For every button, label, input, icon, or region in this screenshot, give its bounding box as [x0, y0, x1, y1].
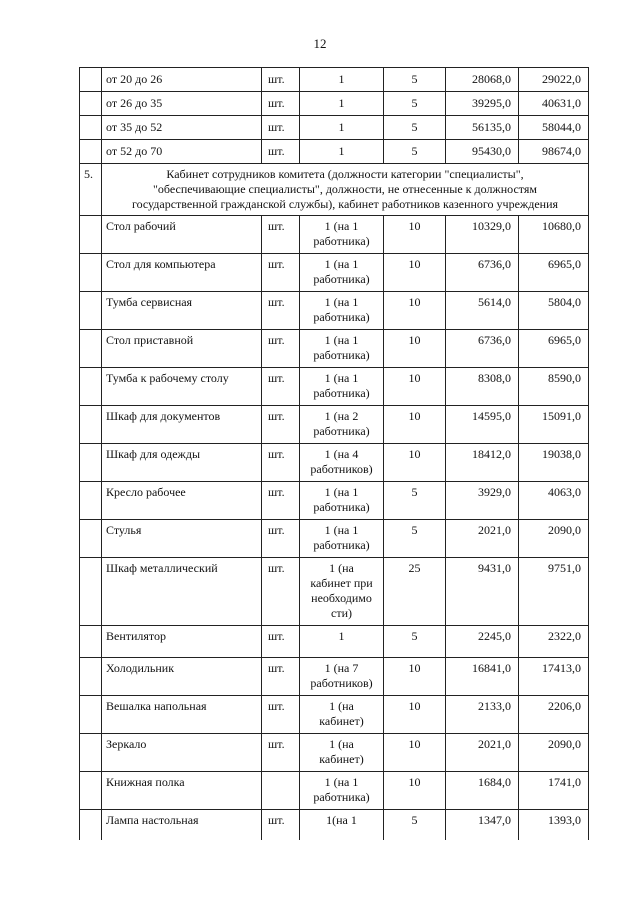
section-number: 5.: [80, 164, 102, 216]
price-cell: 2133,0: [446, 696, 519, 734]
unit-cell: шт.: [262, 626, 300, 658]
quantity-cell: [300, 444, 384, 482]
quantity-cell: 1: [300, 68, 384, 92]
section-title: [102, 164, 589, 216]
price-cell: 5804,0: [519, 292, 589, 330]
row-number-cell: [80, 772, 102, 810]
quantity-cell-line: работника): [313, 500, 370, 514]
table-row: [80, 482, 589, 520]
item-name-cell: Тумба сервисная: [102, 292, 262, 330]
service-life-cell: 10: [384, 734, 446, 772]
price-cell: 10329,0: [446, 216, 519, 254]
quantity-cell-line: 1 (на: [329, 737, 354, 751]
price-cell: 2090,0: [519, 734, 589, 772]
table-row: [80, 68, 589, 92]
row-number-cell: [80, 626, 102, 658]
service-life-cell: 5: [384, 482, 446, 520]
unit-cell: шт.: [262, 68, 300, 92]
price-cell: 40631,0: [519, 92, 589, 116]
quantity-cell-line: работника): [313, 538, 370, 552]
table-row: [80, 292, 589, 330]
price-cell: 18412,0: [446, 444, 519, 482]
item-name-cell: Вентилятор: [102, 626, 262, 658]
table-row: [80, 520, 589, 558]
service-life-cell: 5: [384, 92, 446, 116]
quantity-cell: [300, 482, 384, 520]
service-life-cell: 25: [384, 558, 446, 626]
price-cell: 6965,0: [519, 330, 589, 368]
item-name-cell: Стол приставной: [102, 330, 262, 368]
quantity-cell-line: работника): [313, 310, 370, 324]
item-name-cell: Зеркало: [102, 734, 262, 772]
price-cell: 3929,0: [446, 482, 519, 520]
quantity-cell: [300, 810, 384, 840]
unit-cell: [262, 772, 300, 810]
row-number-cell: [80, 330, 102, 368]
quantity-cell: [300, 254, 384, 292]
quantity-cell-line: 1 (на 1: [324, 485, 359, 499]
item-name-cell: от 35 до 52: [102, 116, 262, 140]
quantity-cell-line: кабинет): [319, 714, 364, 728]
row-number-cell: [80, 810, 102, 840]
quantity-cell-line: 1 (на 1: [324, 523, 359, 537]
quantity-cell-line: 1 (на 1: [324, 295, 359, 309]
service-life-cell: 10: [384, 696, 446, 734]
quantity-cell: 1: [300, 92, 384, 116]
section-title-line: Кабинет сотрудников комитета (должности категории "специалисты",: [166, 167, 524, 181]
table-row: [80, 772, 589, 810]
price-cell: 9431,0: [446, 558, 519, 626]
quantity-cell: [300, 368, 384, 406]
item-name-cell: от 20 до 26: [102, 68, 262, 92]
service-life-cell: 5: [384, 520, 446, 558]
quantity-cell: [300, 658, 384, 696]
unit-cell: шт.: [262, 406, 300, 444]
price-cell: 98674,0: [519, 140, 589, 164]
item-name-cell: Тумба к рабочему столу: [102, 368, 262, 406]
price-cell: 14595,0: [446, 406, 519, 444]
service-life-cell: 5: [384, 626, 446, 658]
row-number-cell: [80, 254, 102, 292]
quantity-cell-line: 1(на 1: [326, 813, 357, 827]
quantity-cell-line: 1 (на 1: [324, 333, 359, 347]
item-name-cell: Шкаф для одежды: [102, 444, 262, 482]
table-row: [80, 330, 589, 368]
table-row: [80, 140, 589, 164]
quantity-cell-line: 1 (на: [329, 561, 354, 575]
price-cell: 5614,0: [446, 292, 519, 330]
price-cell: 17413,0: [519, 658, 589, 696]
table-row: [80, 92, 589, 116]
table-row: [80, 558, 589, 626]
table-row: [80, 444, 589, 482]
unit-cell: шт.: [262, 140, 300, 164]
row-number-cell: [80, 406, 102, 444]
item-name-cell: Вешалка напольная: [102, 696, 262, 734]
quantity-cell: [300, 626, 384, 658]
quantity-cell-line: 1 (на 4: [324, 447, 359, 461]
service-life-cell: 10: [384, 216, 446, 254]
price-cell: 2021,0: [446, 734, 519, 772]
row-number-cell: [80, 68, 102, 92]
service-life-cell: 5: [384, 810, 446, 840]
price-cell: 8308,0: [446, 368, 519, 406]
quantity-cell: [300, 292, 384, 330]
price-cell: 16841,0: [446, 658, 519, 696]
item-name-cell: Холодильник: [102, 658, 262, 696]
row-number-cell: [80, 696, 102, 734]
quantity-cell-line: 1 (на 1: [324, 257, 359, 271]
price-cell: 1393,0: [519, 810, 589, 840]
service-life-cell: 10: [384, 292, 446, 330]
price-cell: 56135,0: [446, 116, 519, 140]
row-number-cell: [80, 140, 102, 164]
quantity-cell-line: кабинет при: [310, 576, 373, 590]
table-row: [80, 696, 589, 734]
quantity-cell-line: 1 (на 1: [324, 219, 359, 233]
quantity-cell: [300, 406, 384, 444]
unit-cell: шт.: [262, 116, 300, 140]
unit-cell: шт.: [262, 216, 300, 254]
unit-cell: шт.: [262, 658, 300, 696]
row-number-cell: [80, 734, 102, 772]
quantity-cell-line: необходимо: [311, 591, 372, 605]
table-row: [80, 734, 589, 772]
table-body: [80, 68, 589, 840]
price-cell: 10680,0: [519, 216, 589, 254]
quantity-cell-line: работника): [313, 790, 370, 804]
row-number-cell: [80, 444, 102, 482]
row-number-cell: [80, 558, 102, 626]
item-name-cell: Лампа настольная: [102, 810, 262, 840]
service-life-cell: 5: [384, 116, 446, 140]
table-row: [80, 658, 589, 696]
quantity-cell-line: 1 (на 7: [324, 661, 359, 675]
price-cell: 1347,0: [446, 810, 519, 840]
quantity-cell: [300, 216, 384, 254]
row-number-cell: [80, 216, 102, 254]
quantity-cell: [300, 772, 384, 810]
price-cell: 2021,0: [446, 520, 519, 558]
price-cell: 6736,0: [446, 330, 519, 368]
quantity-cell-line: работника): [313, 386, 370, 400]
table-row: [80, 116, 589, 140]
unit-cell: шт.: [262, 482, 300, 520]
item-name-cell: от 26 до 35: [102, 92, 262, 116]
quantity-cell: [300, 734, 384, 772]
quantity-cell: [300, 696, 384, 734]
quantity-cell-line: 1 (на 1: [324, 371, 359, 385]
service-life-cell: 10: [384, 406, 446, 444]
section-header-row: [80, 164, 589, 216]
price-cell: 1684,0: [446, 772, 519, 810]
unit-cell: шт.: [262, 558, 300, 626]
quantity-cell: 1: [300, 116, 384, 140]
table-row: [80, 254, 589, 292]
service-life-cell: 10: [384, 330, 446, 368]
section-title-line: государственной гражданской службы), кабинет работников казенного учреждения: [131, 197, 559, 211]
quantity-cell: [300, 330, 384, 368]
service-life-cell: 10: [384, 772, 446, 810]
quantity-cell-line: 1 (на 2: [324, 409, 359, 423]
unit-cell: шт.: [262, 292, 300, 330]
quantity-cell-line: работников): [310, 462, 373, 476]
quantity-cell-line: 1 (на: [329, 699, 354, 713]
unit-cell: шт.: [262, 696, 300, 734]
service-life-cell: 10: [384, 658, 446, 696]
unit-cell: шт.: [262, 92, 300, 116]
item-name-cell: Книжная полка: [102, 772, 262, 810]
row-number-cell: [80, 482, 102, 520]
row-number-cell: [80, 92, 102, 116]
unit-cell: шт.: [262, 330, 300, 368]
price-cell: 39295,0: [446, 92, 519, 116]
service-life-cell: 5: [384, 68, 446, 92]
price-cell: 2322,0: [519, 626, 589, 658]
price-cell: 2206,0: [519, 696, 589, 734]
table-row: [80, 810, 589, 840]
item-name-cell: Шкаф для документов: [102, 406, 262, 444]
price-cell: 2245,0: [446, 626, 519, 658]
item-name-cell: Стол рабочий: [102, 216, 262, 254]
price-cell: 58044,0: [519, 116, 589, 140]
unit-cell: шт.: [262, 520, 300, 558]
service-life-cell: 10: [384, 254, 446, 292]
table-row: [80, 626, 589, 658]
item-name-cell: Кресло рабочее: [102, 482, 262, 520]
price-cell: 29022,0: [519, 68, 589, 92]
quantity-cell-line: работников): [310, 676, 373, 690]
item-name-cell: Стулья: [102, 520, 262, 558]
price-cell: 95430,0: [446, 140, 519, 164]
price-cell: 6965,0: [519, 254, 589, 292]
item-name-cell: Шкаф металлический: [102, 558, 262, 626]
quantity-cell: [300, 520, 384, 558]
item-name-cell: от 52 до 70: [102, 140, 262, 164]
price-cell: 4063,0: [519, 482, 589, 520]
quantity-cell: [300, 558, 384, 626]
unit-cell: шт.: [262, 254, 300, 292]
price-cell: 1741,0: [519, 772, 589, 810]
service-life-cell: 5: [384, 140, 446, 164]
quantity-cell-line: сти): [331, 606, 352, 620]
price-cell: 8590,0: [519, 368, 589, 406]
table-row: [80, 368, 589, 406]
page-number: 12: [313, 36, 327, 51]
quantity-cell-line: работника): [313, 234, 370, 248]
price-cell: 2090,0: [519, 520, 589, 558]
price-cell: 6736,0: [446, 254, 519, 292]
quantity-cell-line: работника): [313, 272, 370, 286]
unit-cell: шт.: [262, 368, 300, 406]
quantity-cell-line: 1 (на 1: [324, 775, 359, 789]
section-title-line: "обеспечивающие специалисты", должности, не отнесенные к должностям: [153, 182, 537, 196]
equipment-table: [79, 67, 589, 840]
quantity-cell-line: кабинет): [319, 752, 364, 766]
row-number-cell: [80, 368, 102, 406]
row-number-cell: [80, 658, 102, 696]
quantity-cell-line: работника): [313, 348, 370, 362]
table-row: [80, 406, 589, 444]
quantity-cell-line: работника): [313, 424, 370, 438]
item-name-cell: Стол для компьютера: [102, 254, 262, 292]
price-cell: 15091,0: [519, 406, 589, 444]
service-life-cell: 10: [384, 444, 446, 482]
price-cell: 19038,0: [519, 444, 589, 482]
quantity-cell: 1: [300, 140, 384, 164]
price-cell: 28068,0: [446, 68, 519, 92]
row-number-cell: [80, 520, 102, 558]
quantity-cell-line: 1: [338, 629, 345, 643]
price-cell: 9751,0: [519, 558, 589, 626]
row-number-cell: [80, 116, 102, 140]
unit-cell: шт.: [262, 810, 300, 840]
table-row: [80, 216, 589, 254]
unit-cell: шт.: [262, 444, 300, 482]
service-life-cell: 10: [384, 368, 446, 406]
row-number-cell: [80, 292, 102, 330]
unit-cell: шт.: [262, 734, 300, 772]
